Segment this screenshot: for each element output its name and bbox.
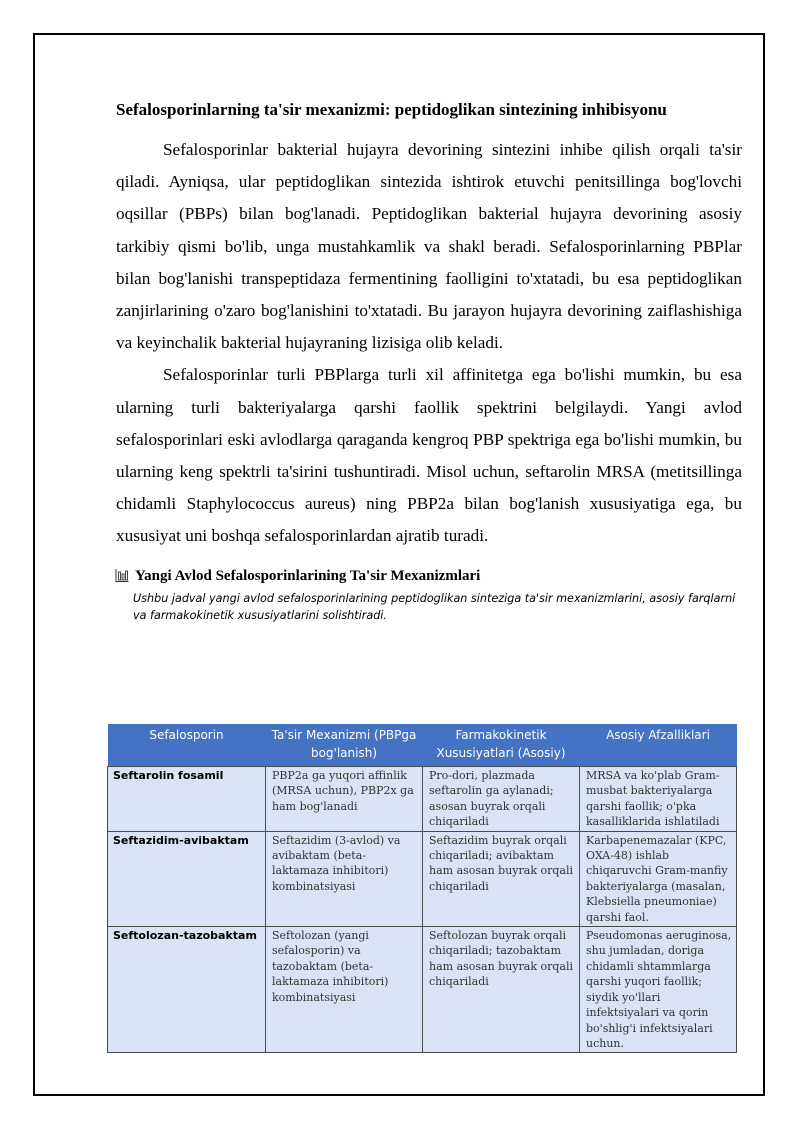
comparison-table	[107, 724, 737, 1053]
table-description: Ushbu jadval yangi avlod sefalosporinlarining peptidoglikan sinteziga ta'sir mexanizmlarini, asosiy farqlarni va farmakokinetik xususiyatlarini solishtiradi.	[133, 591, 736, 622]
paragraph-2: Sefalosporinlar turli PBPlarga turli xil affinitetga ega bo'lishi mumkin, bu esa ularning turli bakteriyalarga qarshi faollik spektrini belgilaydi. Yangi avlod sefalosporinlari eski avlodlarga qaraganda kengroq PBP spektriga ega bo'lishi mumkin, bu ularning keng spektrli ta'sirini tushuntiradi. Misol uchun, seftarolin MRSA (metitsillinga chidamli Staphylococcus aureus) ning PBP2a bilan bog'lanish xususiyatiga ega, bu xususiyat uni boshqa sefalosporinlardan ajratib turadi.	[116, 365, 742, 546]
header-cell: Farmakokinetik Xususiyatlari (Asosiy)	[423, 724, 580, 767]
header-cell: Sefalosporin	[108, 724, 266, 767]
table-title	[116, 565, 742, 587]
table-cell: Seftazidim-avibaktam	[108, 831, 266, 926]
table-cell: Pro-dori, plazmada seftarolin ga aylanadi; asosan buyrak orqali chiqariladi	[423, 767, 580, 832]
bar-chart-icon	[115, 569, 129, 582]
table-cell: Pseudomonas aeruginosa, shu jumladan, doriga chidamli shtammlarga qarshi yuqori faollik; siydik yo'llari infektsiyalari va qorin bo'shlig'i infektsiyalari uchun.	[580, 927, 737, 1053]
table-cell: Seftazidim (3-avlod) va avibaktam (beta-laktamaza inhibitori) kombinatsiyasi	[266, 831, 423, 926]
table-row	[108, 831, 737, 926]
header-cell: Ta'sir Mexanizmi (PBPga bog'lanish)	[266, 724, 423, 767]
table-row	[108, 927, 737, 1053]
paragraph-1: Sefalosporinlar bakterial hujayra devorining sintezini inhibe qilish orqali ta'sir qiladi. Ayniqsa, ular peptidoglikan sintezida ishtirok etuvchi penitsillinga bog'lovchi oqsillar (PBPs) bilan bog'lanadi. Peptidoglikan bakterial hujayra devorining asosiy tarkibiy qismi bo'lib, unga mustahkamlik va shakl beradi. Sefalosporinlarning PBPlar bilan bog'lanishi transpeptidaza fermentining faolligini to'xtatadi, bu esa peptidoglikan zanjirlarining o'zaro bog'lanishini to'xtatadi. Bu jarayon hujayra devorining zaiflashishiga va keyinchalik bakterial hujayraning lizisiga olib keladi.	[116, 140, 742, 353]
table-row	[108, 767, 737, 832]
table-title-text: Yangi Avlod Sefalosporinlarining Ta'sir Mexanizmlari	[135, 567, 481, 584]
table-header-row	[108, 724, 737, 767]
document-body	[116, 96, 742, 624]
table-cell: Seftolozan-tazobaktam	[108, 927, 266, 1053]
table-cell: Karbapenemazalar (KPC, OXA-48) ishlab chiqaruvchi Gram-manfiy bakteriyalarga (masalan, Klebsiella pneumoniae) qarshi faol.	[580, 831, 737, 926]
table-cell: Seftazidim buyrak orqali chiqariladi; avibaktam ham asosan buyrak orqali chiqariladi	[423, 831, 580, 926]
header-cell: Asosiy Afzalliklari	[580, 724, 737, 767]
section-heading: Sefalosporinlarning ta'sir mexanizmi: peptidoglikan sintezining inhibisyonu	[116, 100, 667, 119]
table-cell: PBP2a ga yuqori affinlik (MRSA uchun), PBP2x ga ham bog'lanadi	[266, 767, 423, 832]
table-cell: Seftolozan (yangi sefalosporin) va tazobaktam (beta-laktamaza inhibitori) kombinatsiyasi	[266, 927, 423, 1053]
table-cell: Seftolozan buyrak orqali chiqariladi; tazobaktam ham asosan buyrak orqali chiqariladi	[423, 927, 580, 1053]
table-cell: Seftarolin fosamil	[108, 767, 266, 832]
table-cell: MRSA va ko'plab Gram-musbat bakteriyalarga qarshi faollik; o'pka kasalliklarida ishlatiladi	[580, 767, 737, 832]
